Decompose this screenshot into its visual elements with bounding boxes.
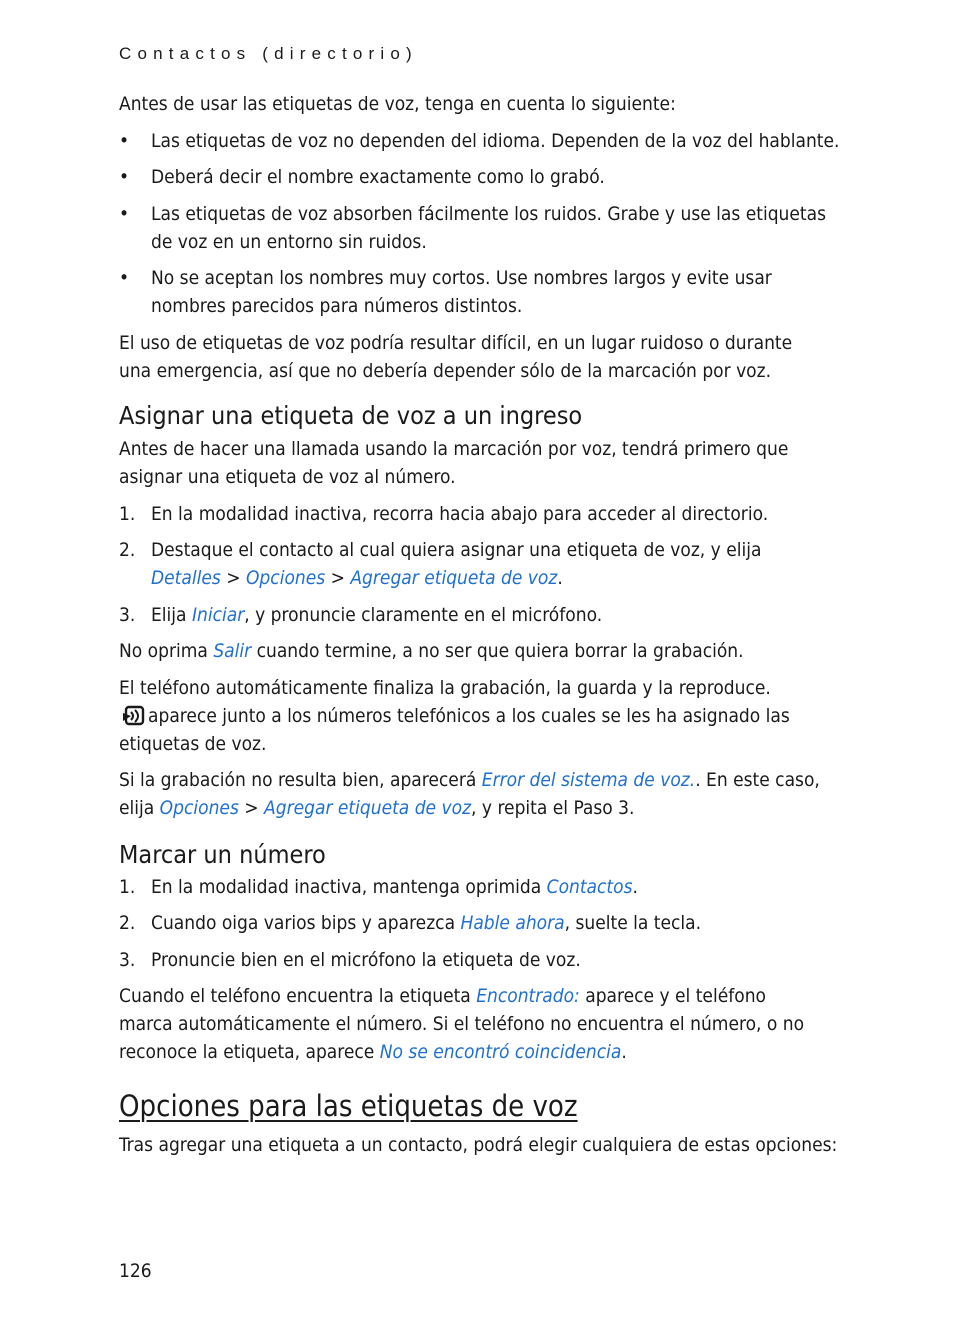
- bullet-text: Las etiquetas de voz no dependen del idioma. Dependen de la voz del hablante.: [151, 130, 840, 152]
- menu-path-detalles: Detalles: [151, 567, 221, 589]
- step-text: [151, 875, 638, 899]
- paragraph-salir: [119, 639, 744, 663]
- paragraph-found: [119, 1040, 627, 1064]
- bullet-text: No se aceptan los nombres muy cortos. Use nombres largos y evite usar: [151, 267, 772, 289]
- path-separator: >: [220, 567, 246, 589]
- paragraph-error: [119, 796, 635, 820]
- menu-path-opciones: Opciones: [159, 797, 239, 819]
- text-run: reconoce la etiqueta, aparece: [119, 1041, 380, 1063]
- message-hable-ahora: Hable ahora: [460, 912, 565, 934]
- text-run: elija: [119, 797, 160, 819]
- options-lead: Tras agregar una etiqueta a un contacto, podrá elegir cualquiera de estas opciones:: [119, 1134, 838, 1156]
- bullet-text: Deberá decir el nombre exactamente como lo grabó.: [151, 166, 605, 188]
- assign-lead: Antes de hacer una llamada usando la marcación por voz, tendrá primero que: [119, 438, 789, 460]
- running-header: Contactos (directorio): [119, 44, 418, 63]
- step-number: 1.: [119, 876, 136, 898]
- menu-path-agregar-etiqueta: Agregar etiqueta de voz: [264, 797, 472, 819]
- text-run: . En este caso,: [695, 769, 820, 791]
- step-number: 2.: [119, 539, 136, 561]
- menu-path-agregar-etiqueta: Agregar etiqueta de voz: [350, 567, 558, 589]
- text-run: Cuando oiga varios bips y aparezca: [151, 912, 461, 934]
- paragraph-found: marca automáticamente el número. Si el teléfono no encuentra el número, o no: [119, 1013, 805, 1035]
- text-run: Cuando el teléfono encuentra la etiqueta: [119, 985, 477, 1007]
- text-run: .: [632, 876, 638, 898]
- paragraph-auto: etiquetas de voz.: [119, 733, 267, 755]
- message-encontrado: Encontrado:: [476, 985, 580, 1007]
- message-no-coincidencia: No se encontró coincidencia: [379, 1041, 622, 1063]
- step-text: Pronuncie bien en el micrófono la etiqueta de voz.: [151, 949, 581, 971]
- section-heading-dial: Marcar un número: [119, 840, 326, 869]
- section-heading-options: Opciones para las etiquetas de voz: [119, 1089, 578, 1123]
- voice-tag-icon: [123, 705, 145, 727]
- softkey-contactos: Contactos: [546, 876, 633, 898]
- step-number: 2.: [119, 912, 136, 934]
- softkey-iniciar: Iniciar: [191, 604, 245, 626]
- text-run: aparece y el teléfono: [579, 985, 766, 1007]
- period: .: [557, 567, 563, 589]
- paragraph-found: [119, 984, 766, 1008]
- step-text: [151, 603, 602, 627]
- menu-path-opciones: Opciones: [245, 567, 326, 589]
- section-heading-assign: Asignar una etiqueta de voz a un ingreso: [119, 401, 583, 430]
- step-text: En la modalidad inactiva, recorra hacia abajo para acceder al directorio.: [151, 503, 769, 525]
- intro-lead: Antes de usar las etiquetas de voz, tenga en cuenta lo siguiente:: [119, 93, 676, 115]
- text-run: , suelte la tecla.: [564, 912, 702, 934]
- step-text: Destaque el contacto al cual quiera asignar una etiqueta de voz, y elija: [151, 539, 762, 561]
- bullet-dot: •: [119, 203, 130, 225]
- page-number: 126: [119, 1260, 152, 1282]
- path-separator: >: [238, 797, 265, 819]
- step-text: [151, 911, 701, 935]
- softkey-salir: Salir: [213, 640, 252, 662]
- path-separator: >: [325, 567, 351, 589]
- message-error-sistema: Error del sistema de voz.: [481, 769, 696, 791]
- paragraph-auto: [123, 704, 790, 728]
- step-number: 1.: [119, 503, 136, 525]
- bullet-text: nombres parecidos para números distintos.: [151, 295, 523, 317]
- text-run: Si la grabación no resulta bien, aparecerá: [119, 769, 482, 791]
- text-run: aparece junto a los números telefónicos a los cuales se les ha asignado las: [148, 705, 790, 727]
- paragraph-auto: El teléfono automáticamente finaliza la grabación, la guarda y la reproduce.: [119, 677, 771, 699]
- text-run: Elija: [151, 604, 192, 626]
- text-run: , y repita el Paso 3.: [471, 797, 635, 819]
- intro-note: una emergencia, así que no debería depender sólo de la marcación por voz.: [119, 360, 772, 382]
- step-number: 3.: [119, 949, 136, 971]
- bullet-text: Las etiquetas de voz absorben fácilmente los ruidos. Grabe y use las etiquetas: [151, 203, 826, 225]
- text-run: , y pronuncie claramente en el micrófono.: [244, 604, 603, 626]
- paragraph-error: [119, 768, 820, 792]
- text-run: No oprima: [119, 640, 214, 662]
- bullet-dot: •: [119, 130, 130, 152]
- text-run: .: [621, 1041, 627, 1063]
- text-run: cuando termine, a no ser que quiera borrar la grabación.: [251, 640, 744, 662]
- step-number: 3.: [119, 604, 136, 626]
- intro-note: El uso de etiquetas de voz podría resultar difícil, en un lugar ruidoso o durante: [119, 332, 793, 354]
- bullet-text: de voz en un entorno sin ruidos.: [151, 231, 427, 253]
- assign-lead: asignar una etiqueta de voz al número.: [119, 466, 456, 488]
- step-text-line: [151, 566, 563, 590]
- bullet-dot: •: [119, 166, 130, 188]
- bullet-dot: •: [119, 267, 130, 289]
- text-run: En la modalidad inactiva, mantenga oprimida: [151, 876, 547, 898]
